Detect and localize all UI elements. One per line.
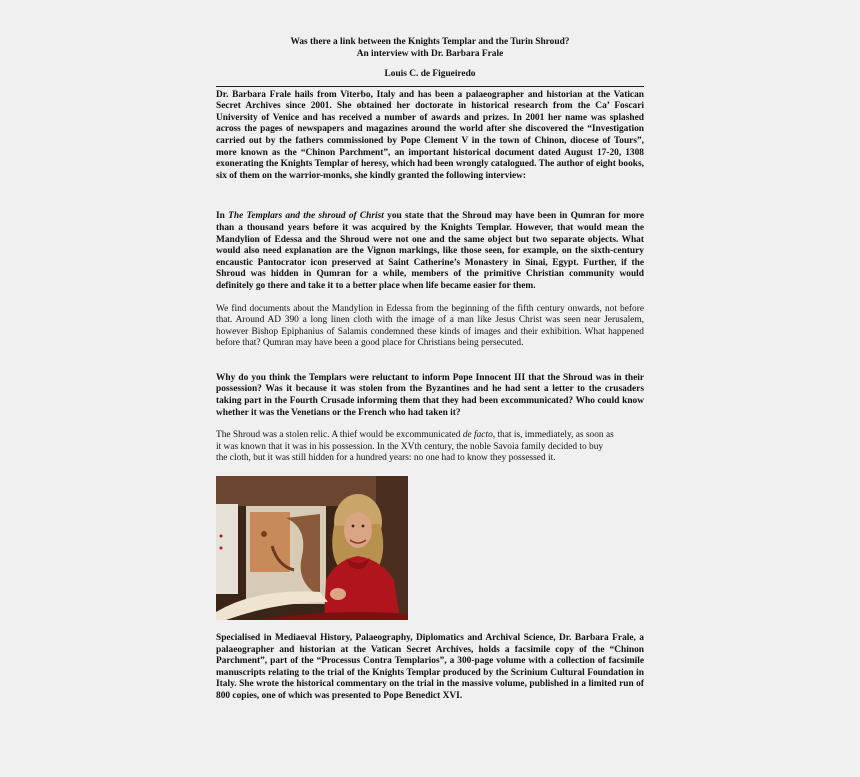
title-line-2: An interview with Dr. Barbara Frale [356, 49, 504, 59]
answer-2 [216, 430, 644, 465]
portrait-photo [216, 476, 408, 620]
title-line-1: Was there a link between the Knights Templar and the Turin Shroud? [290, 37, 570, 47]
document-page [216, 36, 644, 703]
answer-2-line-3: the cloth, but it was still hidden for a hundred years: no one had to know they possessed it. [216, 453, 556, 464]
article-author: Louis C. de Figueiredo [384, 69, 476, 79]
question-2: Why do you think the Templars were reluctant to inform Pope Innocent III that the Shroud was in their possession? Was it because it was stolen from the Byzantines and he had sent a letter to the crusaders taking part in the Fourth Crusade informing them that they had been excommunicated? Who could know whether it was the Venetians or the French who had taken it? [216, 372, 644, 418]
question-1-rest: you state that the Shroud may have been in Qumran for more than a thousand years before it was acquired by the Knights Templar. However, that would mean the Mandylion of Edessa and the Shroud were not one and the same object but two separate objects. What would also need explanation are the Vignon markings, like those seen, for example, on the sixth-century encaustic Pantocrator icon preserved at Saint Catherine’s Monastery in Sinai, Egypt. Further, if the Shroud was hidden in Qumran for a while, members of the primitive Christian community would definitely go there and take it to a better place when life became easier for them. [216, 211, 644, 291]
question-1 [216, 211, 644, 292]
photo-caption: Specialised in Mediaeval History, Palaeography, Diplomatics and Archival Science, Dr. Barbara Frale, a palaeographer and historian at the Vatican Secret Archives, holds a facsimile copy of the “Chinon Parchment”, part of the “Processus Contra Templarios”, a 300-page volume with a collection of facsimile manuscripts relating to the trial of the Knights Templar produced by the Scrinium Cultural Foundation in Italy. She wrote the historical commentary on the trial in the massive volume, published in a limited run of 800 copies, one of which was presented to Pope Benedict XVI. [216, 633, 644, 701]
title-divider [216, 86, 644, 87]
article-title [216, 36, 644, 60]
intro-paragraph: Dr. Barbara Frale hails from Viterbo, Italy and has been a palaeographer and historian at the Vatican Secret Archives since 2001. She obtained her doctorate in historical research from the Ca’ Foscari University of Venice and has received a number of awards and prizes. In 2001 her name was splashed across the pages of newspapers and magazines around the world after she discovered the “Investigation carried out by the fathers commissioned by Pope Clement V in the town of Chinon, diocese of Tours”, more known as the “Chinon Parchment”, an important historical document dated August 17-20, 1308 exonerating the Knights Templar of heresy, which had been wrongly catalogued. The author of eight books, six of them on the warrior-monks, she kindly granted the following interview: [216, 89, 644, 181]
answer-2-italic: de facto [462, 430, 493, 441]
answer-2-line-1-suffix: , that is, immediately, as soon as [492, 430, 614, 441]
answer-2-line-1 [216, 430, 644, 442]
portrait-illustration [216, 476, 408, 620]
answer-2-line-1-prefix: The Shroud was a stolen relic. A thief would be excommunicated [216, 430, 463, 441]
answer-2-line-2: it was known that it was in his possession. In the XVth century, the noble Savoia family decided to buy [216, 441, 604, 452]
book-title: The Templars and the shroud of Christ [228, 211, 384, 222]
question-1-prefix: In [216, 211, 229, 222]
answer-1: We find documents about the Mandylion in Edessa from the beginning of the fifth century onwards, not before that. Around AD 390 a long linen cloth with the image of a man like Jesus Christ was seen near Jerusalem, however Bishop Epiphanius of Salamis condemned these kinds of images and their exhibition. What happened before that? Qumran may have been a good place for Christians being persecuted. [216, 303, 644, 349]
